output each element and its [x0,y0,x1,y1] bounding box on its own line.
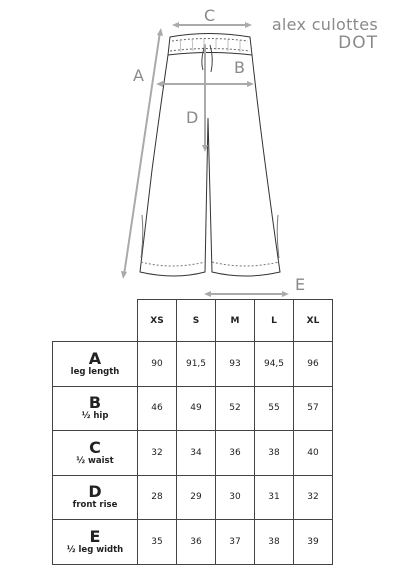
table-cell: 52 [216,386,255,431]
dimension-label-d: D [186,108,199,127]
table-cell: 32 [138,431,177,476]
table-cell: 46 [138,386,177,431]
table-cell: 38 [255,520,294,565]
row-description: ½ leg width [66,544,124,555]
table-cell: 96 [294,342,333,387]
table-row [53,520,333,565]
table-row [53,386,333,431]
row-description: front rise [72,500,118,511]
table-row [53,475,333,520]
dimension-label-a: A [133,66,144,85]
dimension-label-e: E [295,275,306,294]
product-name: alex culottes [271,15,378,34]
table-corner [53,300,138,342]
row-letter: C [89,437,101,457]
table-row [53,431,333,476]
row-header-b [53,386,138,431]
size-chart-table [52,299,333,565]
dimension-label-b: B [234,58,245,77]
row-description: ½ waist [76,455,114,466]
table-cell: 57 [294,386,333,431]
table-cell: 93 [216,342,255,387]
table-cell: 39 [294,520,333,565]
table-cell: 38 [255,431,294,476]
row-description: leg length [70,366,120,377]
table-row [53,342,333,387]
table-cell: 94,5 [255,342,294,387]
column-header-s: S [177,300,216,342]
table-cell: 37 [216,520,255,565]
table-cell: 90 [138,342,177,387]
column-header-xs: XS [138,300,177,342]
row-letter: A [88,348,102,368]
pant-outline [140,55,280,276]
table-cell: 31 [255,475,294,520]
row-description: ½ hip [81,411,109,422]
table-header-row [53,300,333,342]
table-cell: 34 [177,431,216,476]
row-header-c [53,431,138,476]
row-header-d [53,475,138,520]
column-header-xl: XL [294,300,333,342]
table-cell: 91,5 [177,342,216,387]
table-cell: 30 [216,475,255,520]
table-cell: 49 [177,386,216,431]
column-header-m: M [216,300,255,342]
row-letter: E [89,526,101,546]
table-cell: 32 [294,475,333,520]
table-cell: 29 [177,475,216,520]
table-cell: 35 [138,520,177,565]
row-header-e [53,520,138,565]
product-variant: DOT [338,33,378,54]
dimension-label-c: C [204,6,216,25]
row-header-a [53,342,138,387]
column-header-l: L [255,300,294,342]
table-cell: 36 [177,520,216,565]
table-cell: 55 [255,386,294,431]
row-letter: B [88,393,102,413]
table-cell: 36 [216,431,255,476]
row-letter: D [88,482,102,502]
table-cell: 28 [138,475,177,520]
table-cell: 40 [294,431,333,476]
